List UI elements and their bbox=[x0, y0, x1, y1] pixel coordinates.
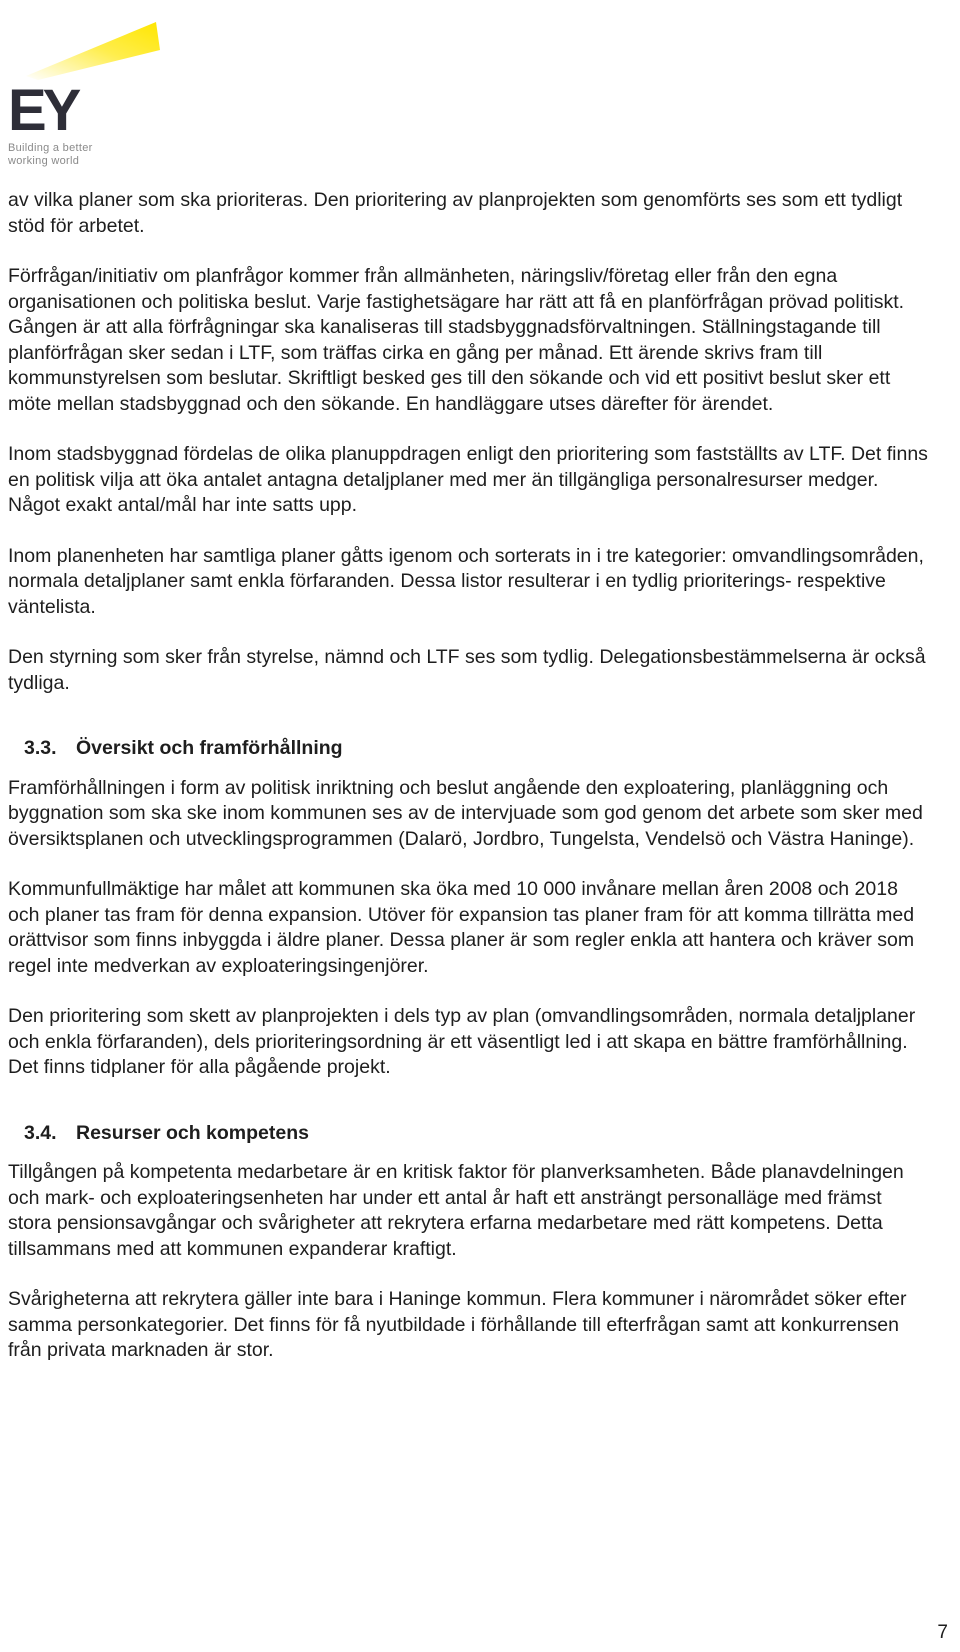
section-heading-3-3 bbox=[8, 736, 928, 762]
ey-beam-shape bbox=[26, 22, 160, 80]
paragraph: Kommunfullmäktige har målet att kommunen ska öka med 10 000 invånare mellan åren 2008 och 2018 och planer tas fram för denna expansion. Utöver för expansion tas planer fram för att komma tillrätta med orättvisor som finns inbyggda i äldre planer. Dessa planer är som regler enkla att hantera och kräver som regel inte medverkan av exploateringsingenjörer. bbox=[8, 878, 915, 977]
ey-wordmark: EY bbox=[8, 78, 78, 142]
paragraph: av vilka planer som ska prioriteras. Den prioritering av planprojekten som genomförts ses som ett tydligt stöd för arbetet. bbox=[8, 189, 903, 237]
paragraph: Tillgången på kompetenta medarbetare är en kritisk faktor för planverksamheten. Både planavdelningen och mark- och exploateringsenheten har under ett antal år haft ett ansträngt personalläge med främst stora pensionsavgångar och svårigheter att rekrytera erfarna medarbetare med rätt kompetens. Detta tillsammans med att kommunen expanderar kraftigt. bbox=[8, 1161, 904, 1260]
page-number: 7 bbox=[937, 1622, 948, 1643]
section-heading-3-4 bbox=[8, 1121, 928, 1147]
ey-tagline-line1: Building a better bbox=[8, 142, 93, 154]
section-title: Resurser och kompetens bbox=[76, 1121, 310, 1144]
section-title: Översikt och framförhållning bbox=[76, 737, 343, 759]
paragraph: Svårigheterna att rekrytera gäller inte bara i Haninge kommun. Flera kommuner i närområdet söker efter samma personkategorier. Det finns för få nyutbildade i förhållande till efterfrågan samt att konkurrensen från privata marknaden är stor. bbox=[8, 1288, 907, 1361]
ey-logo-mark bbox=[8, 14, 168, 142]
paragraph: Den prioritering som skett av planprojekten i dels typ av plan (omvandlingsområden, normala detaljplaner och enkla förfaranden), dels prioriteringsordning är ett väsentligt led i att skapa en bättre framförhållning. Det finns tidplaner för alla pågående projekt. bbox=[8, 1005, 916, 1078]
section-number: 3.3. bbox=[24, 737, 57, 759]
ey-logo bbox=[8, 14, 168, 174]
ey-tagline-line2: working world bbox=[8, 155, 80, 167]
section-number: 3.4. bbox=[24, 1121, 57, 1144]
ey-tagline bbox=[8, 142, 93, 168]
document-body bbox=[8, 188, 928, 1389]
paragraph: Inom planenheten har samtliga planer gåtts igenom och sorterats in i tre kategorier: omvandlingsområden, normala detaljplaner samt enkla förfaranden. Dessa listor resulterar i en tydlig prioriterings- respektive väntelista. bbox=[8, 544, 924, 618]
paragraph: Framförhållningen i form av politisk inriktning och beslut angående den exploatering, planläggning och byggnation som ska ske inom kommunen ses av de intervjuade som god genom det arbete som sker med översiktsplanen och utvecklingsprogrammen (Dalarö, Jordbro, Tungelsta, Vendelsö och Västra Haninge). bbox=[8, 776, 923, 850]
paragraph: Förfrågan/initiativ om planfrågor kommer från allmänheten, näringsliv/företag eller från den egna organisationen och politiska beslut. Varje fastighetsägare har rätt att få en planförfrågan prövad politiskt. Gången är att alla förfrågningar ska kanaliseras till stadsbyggnadsförvaltningen. Ställningstagande till planförfrågan sker sedan i LTF, som träffas cirka en gång per månad. Ett ärende skrivs fram till kommunstyrelsen som beslutar. Skriftligt besked ges till den sökande och vid ett positivt beslut sker ett möte mellan stadsbyggnad och den sökande. En handläggare utses därefter för ärendet. bbox=[8, 265, 905, 415]
paragraph: Den styrning som sker från styrelse, nämnd och LTF ses som tydlig. Delegationsbestämmelserna är också tydliga. bbox=[8, 646, 926, 694]
paragraph: Inom stadsbyggnad fördelas de olika planuppdragen enligt den prioritering som fastställts av LTF. Det finns en politisk vilja att öka antalet antagna detaljplaner med mer än tillgängliga personalresurser medger. Något exakt antal/mål har inte satts upp. bbox=[8, 443, 928, 516]
